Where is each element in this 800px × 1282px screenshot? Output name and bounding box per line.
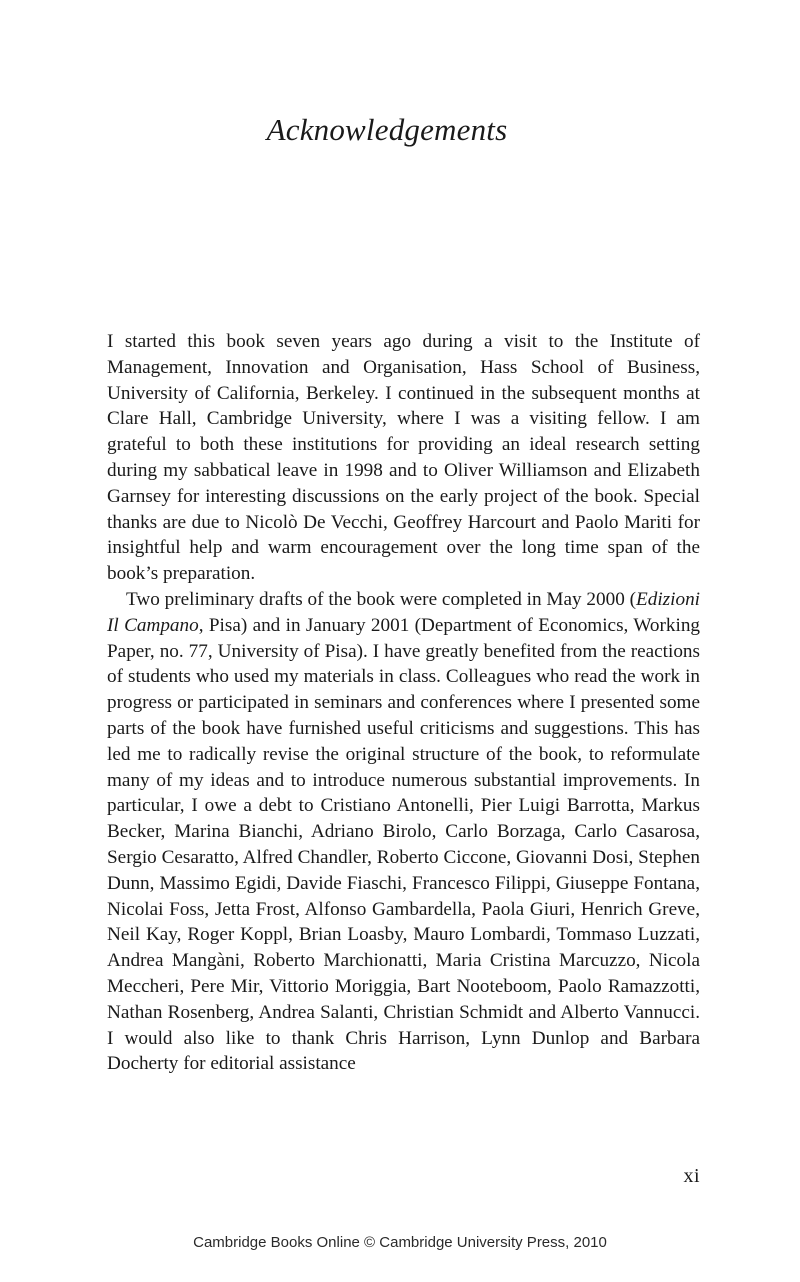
paragraph-2-text-b: , Pisa) and in January 2001 (Department of Economics, Working Paper, no. 77, University of Pisa). I have greatly benefited from the reactions of students who used my materials in class. Colleagues who read the work in progress or participated in seminars and conferences where I presented some parts of the book have furnished useful criticisms and suggestions. This has led me to radically revise the original structure of the book, to reformulate many of my ideas and to introduce numerous substantial improvements. In particular, I owe a debt to Cristiano Antonelli, Pier Luigi Barrotta, Markus Becker, Marina Bianchi, Adriano Birolo, Carlo Borzaga, Carlo Casarosa, Sergio Cesaratto, Alfred Chandler, Roberto Ciccone, Giovanni Dosi, Stephen Dunn, Massimo Egidi, Davide Fiaschi, Francesco Filippi, Giuseppe Fontana, Nicolai Foss, Jetta Frost, Alfonso Gambardella, Paola Giuri, Henrich Greve, Neil Kay, Roger Koppl, Brian Loasby, Mauro Lombardi, Tommaso Luzzati, Andrea Mangàni, Roberto Marchionatti, Maria Cristina Marcuzzo, Nicola Meccheri, Pere Mir, Vittorio Moriggia, Bart Nooteboom, Paolo Ramazzotti, Nathan Rosenberg, Andrea Salanti, Christian Schmidt and Alberto Vannucci. I would also like to thank Chris Harrison, Lynn Dunlop and Barbara Docherty for editorial assistance: [107, 614, 701, 1075]
copyright-footer: Cambridge Books Online © Cambridge University Press, 2010: [193, 1234, 607, 1251]
paragraph-2-text-a: Two preliminary drafts of the book were completed in May 2000 (: [126, 588, 637, 610]
page-number: xi: [683, 1165, 700, 1187]
paragraph-1: [107, 329, 700, 587]
paragraph-1-text: I started this book seven years ago during a visit to the Institute of Management, Innovation and Organisation, Hass School of Business, University of California, Berkeley. I continued in the subsequent months at Clare Hall, Cambridge University, where I was a visiting fellow. I am grateful to both these institutions for providing an ideal research setting during my sabbatical leave in 1998 and to Oliver Williamson and Elizabeth Garnsey for interesting discussions on the early project of the book. Special thanks are due to Nicolò De Vecchi, Geoffrey Harcourt and Paolo Mariti for insightful help and warm encouragement over the long time span of the book’s preparation.: [107, 331, 700, 585]
publisher-name-italic: Edizioni Il Campano: [107, 588, 700, 636]
body-text: [107, 329, 700, 1077]
paragraph-2: [107, 587, 700, 1077]
page-title: Acknowledgements: [266, 112, 508, 147]
